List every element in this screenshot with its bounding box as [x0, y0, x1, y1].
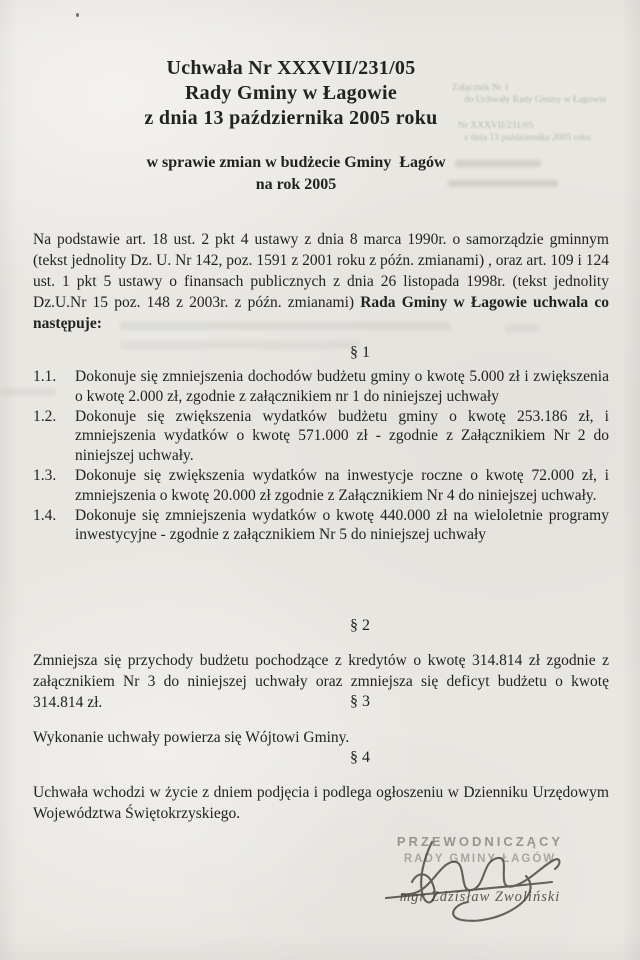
section-3-text: Wykonanie uchwały powierza się Wójtowi Gminy.: [33, 728, 350, 746]
list-item-number: 1.4.: [33, 506, 57, 524]
list-item: [33, 506, 609, 546]
scan-speck: [76, 13, 79, 17]
signature-block: [378, 834, 582, 906]
list-item-number: 1.1.: [33, 368, 57, 385]
bleedthrough-line: do Uchwały Rady Gminy w Łagowie: [464, 95, 607, 105]
section-2-text: Zmniejsza się przychody budżetu pochodzące z kredytów o kwotę 314.814 zł zgodnie z załącznikiem Nr 3 do niniejszej uchwały oraz zmniejsza się deficyt budżetu o kwotę 314.814 zł.: [33, 651, 609, 711]
list-item: [33, 367, 609, 407]
section-2-heading: § 2: [350, 617, 370, 634]
title-line-3: z dnia 13 października 2005 roku: [144, 107, 438, 129]
preamble-resolution-clause: Rada Gminy w Łagowie uchwala co następuje:: [33, 293, 609, 332]
list-item-number: 1.2.: [33, 407, 57, 425]
preamble-text: Na podstawie art. 18 ust. 2 pkt 4 ustawy z dnia 8 marca 1990r. o samorządzie gminnym (tekst jednolity Dz. U. Nr 142, poz. 1591 z 2001 roku z późn. zmianami) , oraz art. 109 i 124 ust. 1 pkt 5 ustawy o finansach publicznych z dnia 26 listopada 1998r. (tekst jednolity Dz.U.Nr 15 poz. 148 z 2003r. z późn. zmianami): [33, 230, 609, 311]
bleedthrough-line: Załącznik Nr 1: [452, 83, 509, 93]
section-1-list: [33, 367, 609, 545]
title-line-1: Uchwała Nr XXXVII/231/05: [166, 57, 416, 79]
list-item-text: Dokonuje się zmniejszenia wydatków o kwotę 440.000 zł na wieloletnie programy inwestycyjne - zgodnie z załącznikiem Nr 5 do niniejszej uchwały: [75, 506, 609, 544]
signer-name: mgr Zdzisław Zwoliński: [399, 889, 561, 905]
handwritten-signature-icon: [374, 836, 584, 928]
subject-line-2: na rok 2005: [255, 176, 337, 193]
list-item-text: Dokonuje się zwiększenia wydatków na inwestycje roczne o kwotę 72.000 zł, i zmniejszenia o kwotę 20.000 zł zgodnie z Załącznikiem Nr 4 do niniejszej uchwały.: [75, 466, 609, 504]
list-item-text: Dokonuje się zmniejszenia dochodów budżetu gminy o kwotę 5.000 zł i zwiększenia o kwotę 2.000 zł, zgodnie z załącznikiem nr 1 do niniejszej uchwały: [75, 368, 609, 405]
list-item-number: 1.3.: [33, 466, 57, 484]
section-3-heading: § 3: [350, 693, 370, 710]
stamp-title: PRZEWODNICZĄCY: [396, 834, 564, 849]
list-item: [33, 407, 609, 466]
section-1-heading: § 1: [350, 344, 370, 361]
subject-line-1: w sprawie zmian w budżecie Gminy Łagów: [146, 154, 446, 171]
section-4-text: Uchwała wchodzi w życie z dniem podjęcia i podlega ogłoszeniu w Dzienniku Urzędowym Województwa Świętokrzyskiego.: [33, 783, 609, 822]
legal-preamble: [33, 229, 609, 334]
document-subject: [0, 152, 592, 196]
list-item-text: Dokonuje się zwiększenia wydatków budżetu gminy o kwotę 253.186 zł, i zmniejszenia wydatków o kwotę 571.000 zł - zgodnie z Załącznikiem Nr 2 do niniejszej uchwały.: [75, 407, 609, 465]
title-line-2: Rady Gminy w Łagowie: [184, 82, 398, 104]
stamp-subtitle: RADY GMINY ŁAGÓW: [403, 853, 557, 865]
bleedthrough-line: Nr XXXVII/231/05: [458, 121, 534, 131]
document-title: [0, 56, 582, 131]
section-4-heading: § 4: [350, 749, 370, 766]
list-item: [33, 466, 609, 506]
bleedthrough-line: z dnia 13 października 2005 roku: [464, 133, 591, 143]
